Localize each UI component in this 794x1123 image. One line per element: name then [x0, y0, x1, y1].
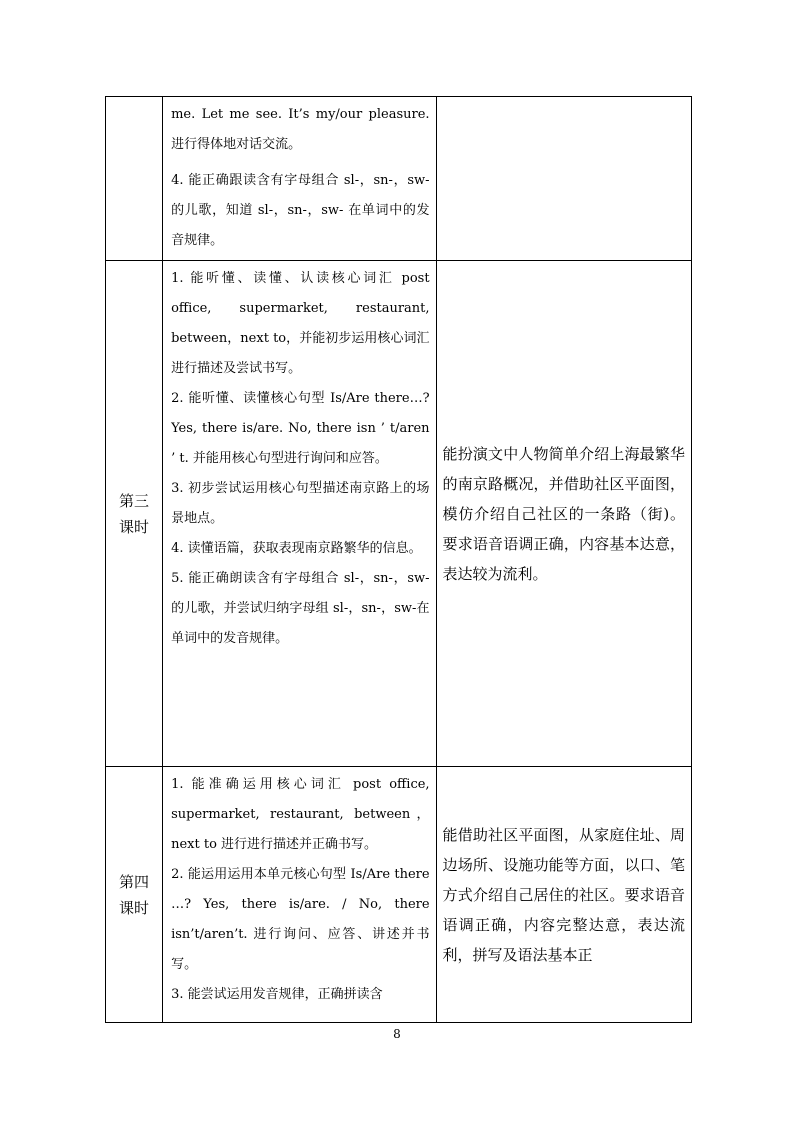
goal-item: 1. 能准确运用核心词汇 post office, supermarket, restaurant, between，next to 进行进行描述并正确书写。 — [171, 777, 430, 852]
assessment-cell — [436, 767, 691, 1023]
period-cell — [106, 97, 163, 261]
page-number: 8 — [393, 1027, 401, 1041]
goal-item: 2. 能听懂、读懂核心句型 Is/Are there…? Yes, there is/are. No, there isn ’ t/aren ’ t. 并能用核心句型进行询问和应答。 — [171, 391, 430, 466]
assessment-text: 能借助社区平面图，从家庭住址、周边场所、设施功能等方面，以口、笔方式介绍自己居住的社区。要求语音语调正确，内容完整达意，表达流利，拼写及语法基本正 — [442, 825, 685, 964]
goal-item: 4. 读懂语篇，获取表现南京路繁华的信息。 — [171, 541, 422, 556]
goals-cell — [163, 97, 436, 261]
goal-item: 4. 能正确跟读含有字母组合 sl-，sn-，sw-的儿歌，知道 sl-，sn-，sw- 在单词中的发音规律。 — [171, 173, 430, 248]
assessment-text: 能扮演文中人物简单介绍上海最繁华的南京路概况，并借助社区平面图，模仿介绍自己社区的一条路（街)。要求语音语调正确，内容基本达意，表达较为流利。 — [442, 444, 685, 583]
goal-item: me. Let me see. It’s my/our pleasure. 进行得体地对话交流。 — [171, 107, 430, 152]
assessment-cell — [436, 261, 691, 767]
goals-cell — [163, 261, 436, 767]
goals-cell — [163, 767, 436, 1023]
goal-item: 5. 能正确朗读含有字母组合 sl-，sn-，sw-的儿歌，并尝试归纳字母组 sl-，sn-，sw-在单词中的发音规律。 — [171, 571, 430, 646]
table-row — [106, 97, 692, 261]
assessment-cell — [436, 97, 691, 261]
goal-item: 1. 能听懂、读懂、认读核心词汇 post office, supermarket, restaurant, between，next to，并能初步运用核心词汇进行描述及尝试书写。 — [171, 271, 430, 376]
table-row — [106, 767, 692, 1023]
goal-item: 2. 能运用运用本单元核心句型 Is/Are there …? Yes, there is/are. / No, there isn’t/aren’t. 进行询问、应答、讲述并书写。 — [171, 867, 430, 972]
period-label: 第三课时 — [119, 491, 150, 536]
period-label: 第四课时 — [119, 872, 150, 917]
period-cell — [106, 767, 163, 1023]
goal-item: 3. 初步尝试运用核心句型描述南京路上的场景地点。 — [171, 481, 430, 526]
period-cell — [106, 261, 163, 767]
table-row — [106, 261, 692, 767]
lesson-plan-table — [105, 96, 692, 1023]
goal-item: 3. 能尝试运用发音规律，正确拼读含 — [171, 987, 383, 1002]
